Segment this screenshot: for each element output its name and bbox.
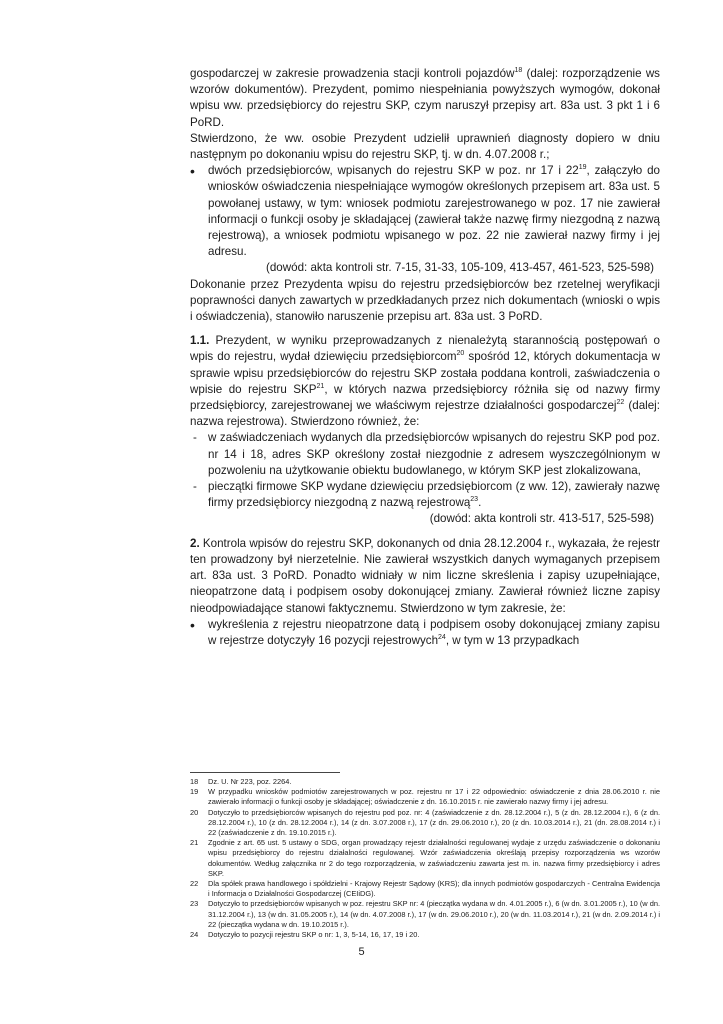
section-number: 1.1.: [190, 334, 210, 348]
page-number: 5: [358, 946, 365, 958]
text: dwóch przedsiębiorców, wpisanych do rejestru SKP w poz. nr 17 i 22: [208, 164, 579, 178]
evidence-note: (dowód: akta kontroli str. 7-15, 31-33, 105-109, 413-457, 461-523, 525-598): [266, 261, 654, 275]
footnote-number: 23: [190, 899, 199, 909]
footnote-text: Dotyczyło to pozycji rejestru SKP o nr: 1, 3, 5-14, 16, 17, 19 i 20.: [208, 930, 420, 940]
footnote-number: 21: [190, 838, 199, 848]
text: (dalej: rozporządzenie ws wzorów dokumentów). Prezydent, pomimo niespełniania powyższych wymogów, dokonał wpisu ww. przedsiębiorcy do rejestru SKP, czym naruszył przepisy art. 83a ust. 3 pkt 1 i 6 PoRD.: [190, 67, 660, 129]
footnote-ref: 24: [438, 634, 446, 642]
section-number: 2.: [190, 536, 200, 550]
bullet-item: [190, 617, 660, 649]
footnote: [190, 787, 660, 807]
text: spośród 12, których dokumentacja w sprawie wpisu przedsiębiorców do rejestru SKP została poddana kontroli, zaświadczenia o wpisie do rejestru SKP: [190, 350, 660, 396]
footnote-text: W przypadku wniosków podmiotów zarejestrowanych w poz. rejestru nr 17 i 22 odpowiednio: oświadczenie z dnia 28.06.2010 r. nie zawierało informacji o funkcji osoby je składającej; oświadczenie z dn. 16.10.2015 r. nie zawierało nazwy firmy i jej adresu.: [208, 787, 660, 807]
paragraph: Dokonanie przez Prezydenta wpisu do rejestru przedsiębiorców bez rzetelnej weryfikacji poprawności danych zawartych w przedkładanych przez nich dokumentach (wnioski o wpis i oświadczenia), stanowiło naruszenie przepisu art. 83a ust. 3 PoRD.: [190, 277, 660, 324]
text: gospodarczej w zakresie prowadzenia stacji kontroli pojazdów: [190, 67, 515, 80]
footnote-number: 22: [190, 879, 199, 889]
text: wykreślenia z rejestru nieopatrzone datą i podpisem osoby dokonującej zmiany zapisu w rejestrze dotyczyły 16 pozycji rejestrowych: [208, 617, 660, 647]
footnote-ref: 18: [514, 67, 523, 75]
footnote-ref: 22: [616, 399, 625, 407]
footnote-ref: 19: [578, 164, 587, 172]
text: pieczątki firmowe SKP wydane dziewięciu przedsiębiorcom (z ww. 12), zawierały nazwę firmy przedsiębiorcy niezgodną z nazwą rejestrową: [208, 480, 660, 510]
text: Prezydent, w wyniku przeprowadzanych z nienależytą starannością postępowań o wpis do rejestru, wydał dziewięciu przedsiębiorcom: [190, 334, 660, 364]
footnote: [190, 808, 660, 839]
text: .: [478, 496, 482, 510]
footnote-text: Dla spółek prawa handlowego i spółdzielni - Krajowy Rejestr Sądowy (KRS); dla innych podmiotów gospodarczych - Centralna Ewidencja i Informacja o Działalności Gospodarczej (CEIiDG).: [208, 879, 660, 899]
paragraph: Stwierdzono, że ww. osobie Prezydent udzielił uprawnień diagnosty dopiero w dniu następnym po dokonaniu wpisu do rejestru SKP, tj. w dn. 4.07.2008 r.;: [190, 131, 660, 162]
footnote-ref: 23: [470, 496, 479, 504]
dash-item: - w zaświadczeniach wydanych dla przedsiębiorców wpisanych do rejestru SKP pod poz. nr 14 i 18, adres SKP określony został niezgodnie z adresem wyszczególnionym w pozwoleniu na użytkowanie obiektu budowlanego, w którym SKP jest zlokalizowana,: [190, 430, 660, 479]
text: , w których nazwa przedsiębiorcy różniła się od nazwy firmy przedsiębiorcy, zarejestrowanej we właściwym rejestrze działalności gospodarczej: [190, 382, 660, 413]
text: , załączyło do wniosków oświadczenia niespełniające wymogów określonych przepisem art. 83a ust. 5 powołanej ustawy, w tym: wniosek podmiotu zarejestrowanego w poz. 17 nie zawierał informacji o funkcji osoby je składającej (zawierał także nazwę firmy niezgodną z nazwą rejestrową), a wniosek podmiotu wpisanego w poz. 22 nie zawierał nazwy firmy i jej adresu.: [208, 164, 660, 259]
footnote: [190, 777, 660, 787]
footnote-text: Zgodnie z art. 65 ust. 5 ustawy o SDG, organ prowadzący rejestr działalności regulowanej wydaje z urzędu zaświadczenie o dokonaniu wpisu przedsiębiorcy do rejestru działalności regulowanej. Wzór zaświadczenia określają przepisy rozporządzenia ws wzorów dokumentów. Według załącznika nr 2 do tego rozporządzenia, w zaświadczeniu zawarta jest m. in. nazwa firmy przedsiębiorcy i adres SKP.: [208, 838, 660, 878]
footnote-separator: [190, 772, 340, 773]
text: , w tym w 13 przypadkach: [445, 633, 580, 647]
text: (dalej: nazwa rejestrowa). Stwierdzono również, że:: [190, 399, 660, 429]
footnote-text: Dotyczyło to przedsiębiorców wpisanych w poz. rejestru SKP nr: 4 (pieczątka wydana w dn. 4.01.2005 r.), 6 (w dn. 3.01.2005 r.), 10 (w dn. 31.12.2004 r.), 13 (w dn. 31.05.2005 r.), 14 (w dn. 4.07.2008 r.), 17 (w dn. 29.06.2010 r.), 20 (w dn. 11.03.2014 r.), 21 (w dn. 2.09.2014 r.) i 22 (pieczątka wydana w dn. 19.10.2015 r.).: [208, 899, 660, 929]
paragraph: [190, 66, 660, 131]
footnote: [190, 899, 660, 930]
footnote-text: Dz. U. Nr 223, poz. 2264.: [208, 777, 292, 786]
footnote-ref: 21: [316, 383, 325, 390]
footnote: [190, 930, 660, 940]
footnote-number: 19: [190, 787, 199, 797]
section-1-1: [190, 333, 660, 430]
footnote-number: 18: [190, 777, 199, 786]
footnote: [190, 838, 660, 879]
footnotes: [190, 777, 660, 940]
bullet-item: [190, 163, 660, 260]
footnote: [190, 879, 660, 899]
evidence-note: (dowód: akta kontroli str. 413-517, 525-598): [429, 512, 654, 526]
dash-item: [190, 479, 660, 511]
footnote-ref: 20: [456, 350, 465, 358]
footnote-number: 24: [190, 930, 199, 940]
section-2: [190, 536, 660, 617]
body-text: [190, 66, 660, 649]
footnote-text: Dotyczyło to przedsiębiorców wpisanych do rejestru pod poz. nr: 4 (zaświadczenie z dn. 28.12.2004 r.), 5 (z dn. 28.12.2004 r.), 6 (z dn. 28.12.2004 r.), 10 (z dn. 28.12.2004 r.), 14 (z dn. 3.07.2008 r.), 17 (z dn. 29.06.2010 r.), 20 (z dn. 10.03.2014 r.), 21 (dn. 28.08.2014 r.) i 22 (zaświadczenie z dn. 19.10.2015 r.).: [208, 807, 660, 838]
text: Kontrola wpisów do rejestru SKP, dokonanych od dnia 28.12.2004 r., wykazała, że rejestr ten prowadzony był nierzetelnie. Nie zawierał wszystkich danych wymaganych przepisem art. 83a ust. 3 PoRD. Ponadto widniały w nim liczne skreślenia i zapisy uzupełniające, nieopatrzone datą i podpisem osoby dokonującej zmiany. Zawierał również liczne zapisy nieodpowiadające stanowi faktycznemu. Stwierdzono w tym zakresie, że:: [190, 536, 660, 615]
footnote-number: 20: [190, 807, 199, 817]
